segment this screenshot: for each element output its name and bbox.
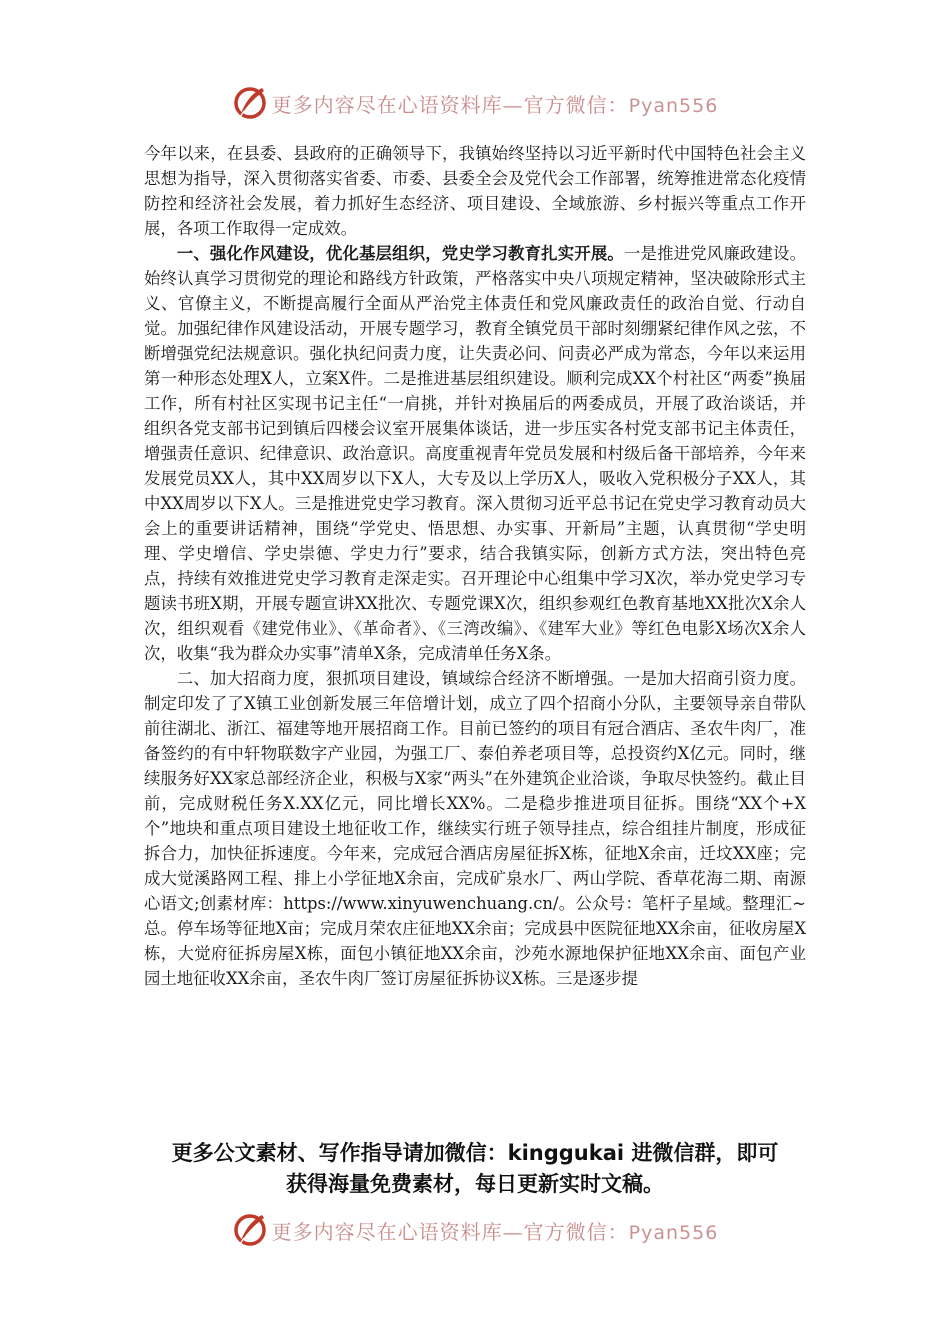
- quill-logo-icon: [232, 85, 268, 121]
- promo-line-2: 获得海量免费素材，每日更新实时文稿。: [286, 1172, 664, 1196]
- banner-wechat-id: Pyan556: [628, 1221, 719, 1244]
- section-1-heading: 一、强化作风建设，优化基层组织，党史学习教育扎实开展。: [176, 244, 624, 263]
- paragraph-section-1: [144, 241, 806, 666]
- promo-notice: [120, 1138, 830, 1200]
- paragraph-intro: 今年以来，在县委、县政府的正确领导下，我镇始终坚持以习近平新时代中国特色社会主义思想为指导，深入贯彻落实省委、市委、县委全会及党代会工作部署，统筹推进常态化疫情防控和经济社会发展，着力抓好生态经济、项目建设、全域旅游、乡村振兴等重点工作开展，各项工作取得一定成效。: [144, 144, 806, 238]
- paragraph-section-2: 二、加大招商力度，狠抓项目建设，镇域综合经济不断增强。一是加大招商引资力度。制定印发了了X镇工业创新发展三年倍增计划，成立了四个招商小分队，主要领导亲自带队前往湖北、浙江、福建等地开展招商工作。目前已签约的项目有冠合酒店、圣农牛肉厂，准备签约的有中轩物联数字产业园，为强工厂、泰伯养老项目等，总投资约X亿元。同时，继续服务好XX家总部经济企业，积极与X家“两头”在外建筑企业洽谈，争取尽快签约。截止目前，完成财税任务X.XX亿元，同比增长XX%。二是稳步推进项目征拆。围绕“XX个+X个”地块和重点项目建设土地征收工作，继续实行班子领导挂点，综合组挂片制度，形成征拆合力，加快征拆速度。今年来，完成冠合酒店房屋征拆X栋，征地X余亩，迁坟XX座；完成大觉溪路网工程、排上小学征地X余亩，完成矿泉水厂、两山学院、香草花海二期、南源心语文;创素材库：https://www.xinyuwenchuang.cn/。公众号：笔杆子星域。整理汇~总。停车场等征地X亩；完成月荣农庄征地XX余亩；完成县中医院征地XX余亩，征收房屋X栋，大觉府征拆房屋X栋，面包小镇征地XX余亩，沙苑水源地保护征地XX余亩、面包产业园土地征收XX余亩，圣农牛肉厂签订房屋征拆协议X栋。三是逐步提: [144, 669, 806, 988]
- document-body: [144, 141, 806, 991]
- quill-logo-icon: [232, 1212, 268, 1248]
- banner-text: 更多内容尽在心语资料库—官方微信：Pyan556: [271, 1219, 719, 1244]
- banner-wechat-id: Pyan556: [628, 94, 719, 117]
- promo-line-1: 更多公文素材、写作指导请加微信：kinggukai 进微信群，即可: [171, 1141, 779, 1165]
- section-1-body: 一是推进党风廉政建设。始终认真学习贯彻党的理论和路线方针政策，严格落实中央八项规定精神，坚决破除形式主义、官僚主义，不断提高履行全面从严治党主体责任和党风廉政责任的政治自觉、行动自觉。加强纪律作风建设活动，开展专题学习，教育全镇党员干部时刻绷紧纪律作风之弦，不断增强党纪法规意识。强化执纪问责力度，让失责必问、问责必严成为常态，今年以来运用第一种形态处理X人，立案X件。二是推进基层组织建设。顺利完成XX个村社区“两委”换届工作，所有村社区实现书记主任“一肩挑，并针对换届后的两委成员，开展了政治谈话，并组织各党支部书记到镇后四楼会议室开展集体谈话，进一步压实各村党支部书记主体责任，增强责任意识、纪律意识、政治意识。高度重视青年党员发展和村级后备干部培养，今年来发展党员XX人，其中XX周岁以下X人，大专及以上学历X人，吸收入党积极分子XX人，其中XX周岁以下X人。三是推进党史学习教育。深入贯彻习近平总书记在党史学习教育动员大会上的重要讲话精神，围绕“学党史、悟思想、办实事、开新局”主题，认真贯彻“学史明理、学史增信、学史崇德、学史力行”要求，结合我镇实际，创新方式方法，突出特色亮点，持续有效推进党史学习教育走深走实。召开理论中心组集中学习X次，举办党史学习专题读书班X期，开展专题宣讲XX批次、专题党课X次，组织参观红色教育基地XX批次X余人次，组织观看《建党伟业》、《革命者》、《三湾改编》、《建军大业》等红色电影X场次X余人次，收集“我为群众办实事”清单X条，完成清单任务X条。: [144, 244, 806, 663]
- banner-text: 更多内容尽在心语资料库—官方微信：Pyan556: [271, 92, 719, 117]
- header-banner: [0, 83, 950, 123]
- footer-banner: [0, 1210, 950, 1250]
